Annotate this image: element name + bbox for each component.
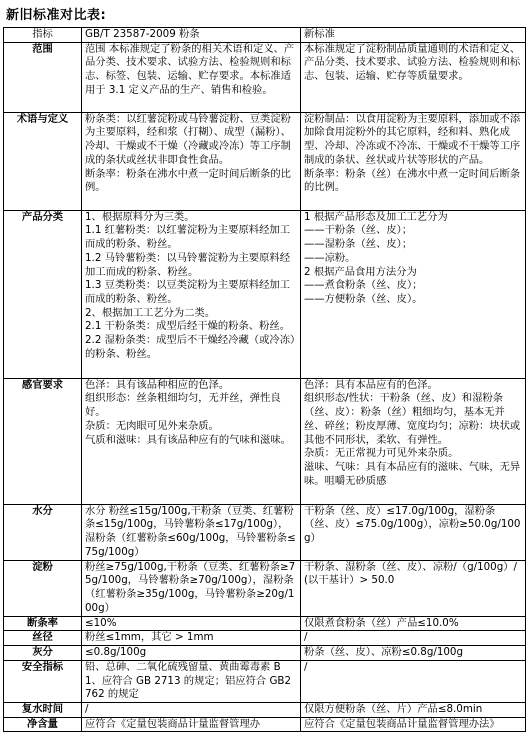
row-label: 安全指标	[4, 660, 82, 702]
header-new-standard: 新标准	[301, 28, 526, 43]
comparison-table	[3, 27, 526, 732]
row-label: 范围	[4, 42, 82, 112]
row-label: 灰分	[4, 646, 82, 661]
old-cell: ≤10%	[82, 616, 301, 631]
row-label: 产品分类	[4, 210, 82, 378]
old-cell: ≤0.8g/100g	[82, 646, 301, 661]
new-cell: 应符合《定量包装商品计量监督管理办法》	[301, 717, 526, 732]
row-label: 感官要求	[4, 378, 82, 504]
table-row	[4, 631, 526, 646]
old-cell: 范围 本标准规定了粉条的相关术语和定义、产品分类、技术要求、试验方法、检验规则和标志、标签、包装、运输、贮存要求。本标准适用于 3.1 定义产品的生产、销售和检验。	[82, 42, 301, 112]
row-label: 复水时间	[4, 702, 82, 717]
new-cell: 仅限方便粉条（丝、片）产品≤8.0min	[301, 702, 526, 717]
new-cell: /	[301, 660, 526, 702]
new-cell: 仅限煮食粉条（丝）产品≤10.0%	[301, 616, 526, 631]
old-cell: 铅、总砷、二氧化硫残留量、黄曲霉毒素 B1、应符合 GB 2713 的规定；铝应符合 GB2762 的规定	[82, 660, 301, 702]
table-row	[4, 42, 526, 112]
table-row	[4, 560, 526, 616]
old-cell: /	[82, 702, 301, 717]
table-row	[4, 378, 526, 504]
old-cell: 1、根据原料分为三类。 1.1 红薯粉类：以红薯淀粉为主要原料经加工而成的粉条、粉丝。 1.2 马铃薯粉类：以马铃薯淀粉为主要原料经加工而成的粉条、粉丝。 1.3 豆类粉类：以豆类淀粉为主要原料经加工而成的粉条、粉丝。 2、根据加工工艺分为二类。 2.1 干粉条类：成型后经干燥的粉条、粉丝。 2.2 湿粉条类：成型后不干燥经冷藏（或冷冻）的粉条、粉丝。	[82, 210, 301, 378]
row-label: 淀粉	[4, 560, 82, 616]
new-cell: 本标准规定了淀粉制品质量通则的术语和定义、产品分类、技术要求、试验方法、检验规则和标志、包装、运输、贮存等质量要求。	[301, 42, 526, 112]
table-row	[4, 616, 526, 631]
new-cell: /	[301, 631, 526, 646]
document-title: 新旧标准对比表:	[6, 8, 107, 23]
table-row	[4, 210, 526, 378]
new-cell: 干粉条、湿粉条（丝、皮）、凉粉/（g/100g）/(以干基计）> 50.0	[301, 560, 526, 616]
row-label: 丝径	[4, 631, 82, 646]
new-cell: 色泽：具有本品应有的色泽。 组织形态/性状：干粉条（丝、皮）和湿粉条（丝、皮）：粉条（丝）粗细均匀，基本无并丝、碎丝；粉皮厚薄、宽度均匀；凉粉：块状或其他不同形状，柔软、有弹性。 杂质：无正常视力可见外来杂质。 滋味、气味：具有本品应有的滋味、气味，无异味。咀嚼无砂质感	[301, 378, 526, 504]
new-cell: 1 根据产品形态及加工工艺分为 ——干粉条（丝、皮）； ——湿粉条（丝、皮）； ——凉粉。 2 根据产品食用方法分为 ——煮食粉条（丝、皮）； ——方便粉条（丝、皮）。	[301, 210, 526, 378]
table-row	[4, 504, 526, 560]
new-cell: 淀粉制品：以食用淀粉为主要原料，添加或不添加除食用淀粉外的其它原料，经和料、熟化成型、冷却、冷冻或不冷冻、干燥或不干燥等工序制成的条状、丝状或片状等形状的产品。 断条率：粉条（丝）在沸水中煮一定时间后断条的比例。	[301, 112, 526, 210]
old-cell: 应符合《定量包装商品计量监督管理办	[82, 717, 301, 732]
row-label: 术语与定义	[4, 112, 82, 210]
header-old-standard: GB/T 23587-2009 粉条	[82, 28, 301, 43]
old-cell: 色泽：具有该品种相应的色泽。 组织形态：丝条粗细均匀，无并丝，弹性良好。 杂质：无肉眼可见外来杂质。 气质和滋味：具有该品种应有的气味和滋味。	[82, 378, 301, 504]
row-label: 水分	[4, 504, 82, 560]
row-label: 断条率	[4, 616, 82, 631]
new-cell: 粉条（丝、皮）、凉粉≤0.8g/100g	[301, 646, 526, 661]
table-row	[4, 646, 526, 661]
new-cell: 干粉条（丝、皮）≤17.0g/100g，湿粉条（丝、皮）≤75.0g/100g），凉粉≥50.0g/100g）	[301, 504, 526, 560]
table-header-row	[4, 28, 526, 43]
table-row	[4, 702, 526, 717]
old-cell: 粉条类：以红薯淀粉或马铃薯淀粉、豆类淀粉为主要原料，经和浆（打糊）、成型（漏粉）、冷却、干燥或不干燥（冷藏或冷冻）等工序制成的条状或丝状非即食性食品。 断条率：粉条在沸水中煮一定时间后断条的比例。	[82, 112, 301, 210]
table-row	[4, 112, 526, 210]
header-indicator: 指标	[4, 28, 82, 43]
old-cell: 水分 粉丝≤15g/100g,干粉条（豆类、红薯粉条≤15g/100g，马铃薯粉条≤17g/100g），湿粉条（红薯粉条≤60g/100g，马铃薯粉条≤75g/100g）	[82, 504, 301, 560]
old-cell: 粉丝≥75g/100g,干粉条（豆类、红薯粉条≥75g/100g，马铃薯粉条≥70g/100g），湿粉条（红薯粉条≥35g/100g，马铃薯粉条≥20g/100g）	[82, 560, 301, 616]
table-row	[4, 717, 526, 732]
table-row	[4, 660, 526, 702]
row-label: 净含量	[4, 717, 82, 732]
old-cell: 粉丝≤1mm，其它 > 1mm	[82, 631, 301, 646]
